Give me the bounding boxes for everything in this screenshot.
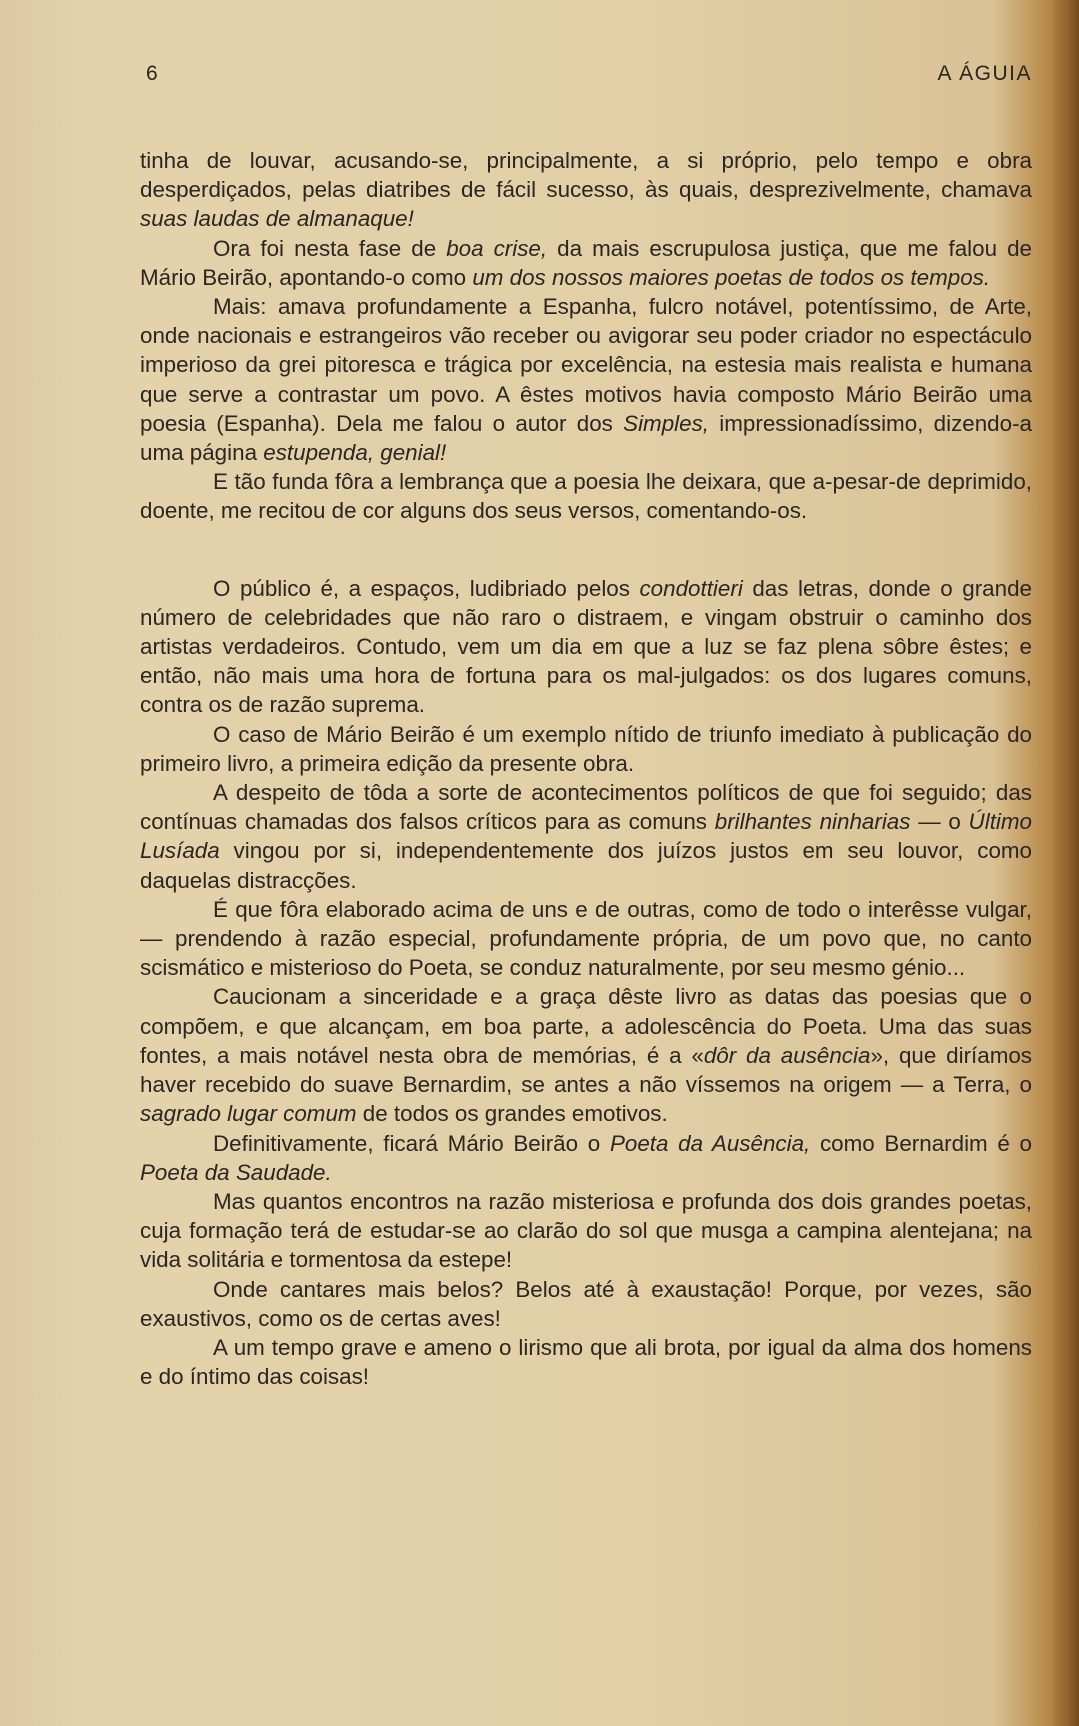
italic-phrase: boa crise, xyxy=(446,235,548,261)
italic-phrase: estupenda, genial! xyxy=(263,440,447,466)
paragraph: É que fôra elaborado acima de uns e de outras, como de todo o interêsse vulgar, — prendendo à razão especial, profundamente própria, de um povo que, no canto scismático e misterioso do Poeta, se conduz naturalmente, por seu mesmo génio... xyxy=(140,896,1032,981)
italic-phrase: Poeta da Ausência, xyxy=(609,1130,811,1156)
paragraph: Ora foi nesta fase de boa crise, da mais escrupulosa justiça, que me falou de Mário Beirão, apontando-o como um dos nossos maiores poetas de todos os tempos. xyxy=(140,235,1032,290)
italic-phrase: brilhantes ninharias xyxy=(714,809,911,835)
italic-phrase: sagrado lugar comum xyxy=(140,1101,357,1127)
running-title: A ÁGUIA xyxy=(937,62,1032,85)
paragraph: O caso de Mário Beirão é um exemplo nítido de triunfo imediato à publicação do primeiro livro, a primeira edição da presente obra. xyxy=(140,721,1032,776)
page-header xyxy=(146,62,1032,92)
paragraph: Onde cantares mais belos? Belos até à exaustação! Porque, por vezes, são exaustivos, como os de certas aves! xyxy=(140,1276,1032,1331)
italic-phrase: Simples, xyxy=(623,410,709,436)
paragraph: E tão funda fôra a lembrança que a poesia lhe deixara, que a-pesar-de deprimido, doente, me recitou de cor alguns dos seus versos, comentando-os. xyxy=(140,469,1032,524)
paragraph: tinha de louvar, acusando-se, principalmente, a si próprio, pelo tempo e obra desperdiçados, pelas diatribes de fácil sucesso, às quais, desprezivelmente, chamava suas laudas de almanaque! xyxy=(140,148,1032,232)
paragraph: A um tempo grave e ameno o lirismo que ali brota, por igual da alma dos homens e do íntimo das coisas! xyxy=(140,1334,1032,1390)
paragraph: A despeito de tôda a sorte de acontecimentos políticos de que foi seguido; das contínuas chamadas dos falsos críticos para as comuns brilhantes ninharias — o Último Lusíada vingou por si, independentemente dos juízos justos em seu louvor, como daquelas distracções. xyxy=(140,780,1032,893)
section-break xyxy=(140,526,1032,574)
italic-phrase: Último Lusíada xyxy=(140,809,1032,864)
page-number: 6 xyxy=(146,62,159,85)
italic-phrase: um dos nossos maiores poetas de todos os tempos. xyxy=(472,264,991,290)
paragraph: Caucionam a sinceridade e a graça dêste livro as datas das poesias que o compõem, e que alcançam, em boa parte, a adolescência do Poeta. Uma das suas fontes, a mais notável nesta obra de memórias, é a «dôr da ausência», que diríamos haver recebido do suave Bernardim, se antes a não víssemos na origem — a Terra, o sagrado lugar comum de todos os grandes emotivos. xyxy=(140,984,1032,1127)
paragraph: Definitivamente, ficará Mário Beirão o Poeta da Ausência, como Bernardim é o Poeta da Saudade. xyxy=(140,1130,1032,1185)
italic-phrase: suas laudas de almanaque! xyxy=(140,206,414,232)
italic-phrase: condottieri xyxy=(639,575,743,601)
page-edge-shadow xyxy=(1051,0,1079,1726)
italic-phrase: Poeta da Saudade. xyxy=(140,1159,332,1185)
paragraph: Mais: amava profundamente a Espanha, fulcro notável, potentíssimo, de Arte, onde nacionais e estrangeiros vão receber ou avigorar seu poder criador no espectáculo imperioso da grei pitoresca e trágica por excelência, na estesia mais realista e humana que serve a contrastar um povo. A êstes motivos havia composto Mário Beirão uma poesia (Espanha). Dela me falou o autor dos Simples, impressionadíssimo, dizendo-a uma página estupenda, genial! xyxy=(140,294,1032,466)
italic-phrase: dôr da ausência xyxy=(703,1042,871,1068)
paragraph: Mas quantos encontros na razão misteriosa e profunda dos dois grandes poetas, cuja formação terá de estudar-se ao clarão do sol que musga a campina alentejana; na vida solitária e tormentosa da estepe! xyxy=(140,1188,1032,1273)
body-text xyxy=(140,146,1032,1391)
paragraph: O público é, a espaços, ludibriado pelos condottieri das letras, donde o grande número de celebridades que não raro o distraem, e vingam obstruir o caminho dos artistas verdadeiros. Contudo, vem um dia em que a luz se faz plena sôbre êstes; e então, não mais uma hora de fortuna para os mal-julgados: os dos lugares comuns, contra os de razão suprema. xyxy=(140,575,1032,718)
